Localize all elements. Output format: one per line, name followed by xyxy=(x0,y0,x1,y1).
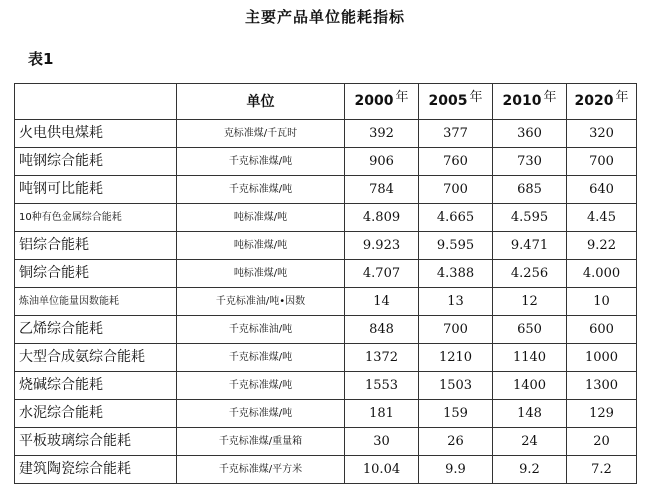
table-body xyxy=(15,120,637,484)
row-value: 1503 xyxy=(419,372,493,400)
row-value: 9.9 xyxy=(419,456,493,484)
row-value: 13 xyxy=(419,288,493,316)
header-year-num: 2020 xyxy=(574,93,614,109)
row-value: 600 xyxy=(567,316,637,344)
table-row xyxy=(15,372,637,400)
row-value: 10 xyxy=(567,288,637,316)
header-year-suffix: 年 xyxy=(469,90,483,105)
row-product-name: 大型合成氨综合能耗 xyxy=(15,344,177,372)
row-unit: 千克标准油/吨•因数 xyxy=(177,288,345,316)
row-value: 4.707 xyxy=(345,260,419,288)
row-value: 10.04 xyxy=(345,456,419,484)
header-empty-cell xyxy=(15,84,177,120)
row-product-name: 建筑陶瓷综合能耗 xyxy=(15,456,177,484)
row-value: 906 xyxy=(345,148,419,176)
row-value: 1000 xyxy=(567,344,637,372)
table-row xyxy=(15,232,637,260)
row-product-name: 烧碱综合能耗 xyxy=(15,372,177,400)
table-row xyxy=(15,428,637,456)
row-unit: 千克标准油/吨 xyxy=(177,316,345,344)
row-value: 129 xyxy=(567,400,637,428)
header-year-num: 2010 xyxy=(502,93,542,109)
header-year-num: 2000 xyxy=(354,93,394,109)
row-value: 700 xyxy=(567,148,637,176)
row-unit: 吨标准煤/吨 xyxy=(177,204,345,232)
table-row xyxy=(15,316,637,344)
row-value: 14 xyxy=(345,288,419,316)
row-value: 760 xyxy=(419,148,493,176)
row-value: 1300 xyxy=(567,372,637,400)
table-row xyxy=(15,456,637,484)
energy-table xyxy=(14,83,637,484)
header-year-2010 xyxy=(493,84,567,120)
row-value: 4.809 xyxy=(345,204,419,232)
table-row xyxy=(15,120,637,148)
row-value: 730 xyxy=(493,148,567,176)
row-value: 181 xyxy=(345,400,419,428)
row-product-name: 吨钢综合能耗 xyxy=(15,148,177,176)
row-value: 9.2 xyxy=(493,456,567,484)
page-title: 主要产品单位能耗指标 xyxy=(244,8,405,26)
row-value: 4.256 xyxy=(493,260,567,288)
row-value: 148 xyxy=(493,400,567,428)
header-year-2020 xyxy=(567,84,637,120)
table-row xyxy=(15,148,637,176)
row-unit: 克标准煤/千瓦时 xyxy=(177,120,345,148)
row-product-name: 火电供电煤耗 xyxy=(15,120,177,148)
row-unit: 吨标准煤/吨 xyxy=(177,232,345,260)
row-value: 848 xyxy=(345,316,419,344)
row-product-name: 水泥综合能耗 xyxy=(15,400,177,428)
table-row xyxy=(15,400,637,428)
row-product-name: 平板玻璃综合能耗 xyxy=(15,428,177,456)
row-unit: 千克标准煤/吨 xyxy=(177,148,345,176)
row-product-name: 炼油单位能量因数能耗 xyxy=(15,288,177,316)
header-unit: 单位 xyxy=(177,84,345,120)
row-product-name: 吨钢可比能耗 xyxy=(15,176,177,204)
row-unit: 吨标准煤/吨 xyxy=(177,260,345,288)
row-value: 1210 xyxy=(419,344,493,372)
row-value: 650 xyxy=(493,316,567,344)
row-value: 4.000 xyxy=(567,260,637,288)
header-year-2000 xyxy=(345,84,419,120)
row-value: 9.22 xyxy=(567,232,637,260)
row-unit: 千克标准煤/吨 xyxy=(177,176,345,204)
row-value: 9.471 xyxy=(493,232,567,260)
row-value: 4.595 xyxy=(493,204,567,232)
row-value: 1400 xyxy=(493,372,567,400)
header-year-2005 xyxy=(419,84,493,120)
table-row xyxy=(15,260,637,288)
row-unit: 千克标准煤/吨 xyxy=(177,344,345,372)
table-row xyxy=(15,344,637,372)
row-value: 9.923 xyxy=(345,232,419,260)
row-value: 1140 xyxy=(493,344,567,372)
row-value: 7.2 xyxy=(567,456,637,484)
row-value: 392 xyxy=(345,120,419,148)
row-value: 1553 xyxy=(345,372,419,400)
row-value: 377 xyxy=(419,120,493,148)
row-value: 9.595 xyxy=(419,232,493,260)
header-year-suffix: 年 xyxy=(543,90,557,105)
header-year-suffix: 年 xyxy=(615,90,629,105)
row-value: 320 xyxy=(567,120,637,148)
row-value: 20 xyxy=(567,428,637,456)
row-unit: 千克标准煤/平方米 xyxy=(177,456,345,484)
table-row xyxy=(15,288,637,316)
header-year-num: 2005 xyxy=(428,93,468,109)
row-value: 700 xyxy=(419,316,493,344)
row-value: 640 xyxy=(567,176,637,204)
row-value: 685 xyxy=(493,176,567,204)
row-value: 26 xyxy=(419,428,493,456)
row-value: 12 xyxy=(493,288,567,316)
row-unit: 千克标准煤/吨 xyxy=(177,372,345,400)
row-product-name: 10种有色金属综合能耗 xyxy=(15,204,177,232)
row-value: 159 xyxy=(419,400,493,428)
row-value: 24 xyxy=(493,428,567,456)
row-value: 4.388 xyxy=(419,260,493,288)
row-unit: 千克标准煤/重量箱 xyxy=(177,428,345,456)
table-label: 表1 xyxy=(28,50,54,68)
row-value: 784 xyxy=(345,176,419,204)
row-value: 360 xyxy=(493,120,567,148)
table-row xyxy=(15,176,637,204)
row-value: 30 xyxy=(345,428,419,456)
row-value: 700 xyxy=(419,176,493,204)
row-value: 4.45 xyxy=(567,204,637,232)
row-product-name: 铜综合能耗 xyxy=(15,260,177,288)
header-year-suffix: 年 xyxy=(395,90,409,105)
table-row xyxy=(15,204,637,232)
table-header-row xyxy=(15,84,637,120)
row-product-name: 乙烯综合能耗 xyxy=(15,316,177,344)
row-value: 4.665 xyxy=(419,204,493,232)
row-product-name: 铝综合能耗 xyxy=(15,232,177,260)
row-unit: 千克标准煤/吨 xyxy=(177,400,345,428)
row-value: 1372 xyxy=(345,344,419,372)
